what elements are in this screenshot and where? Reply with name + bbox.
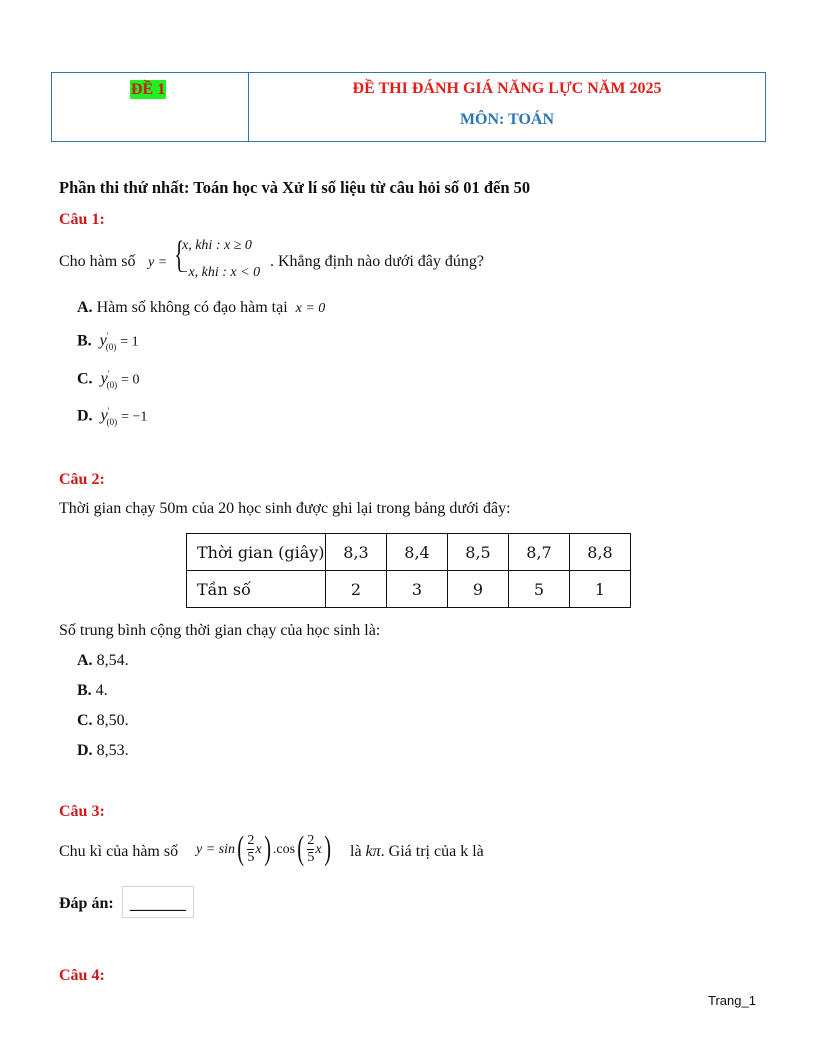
q1-option-b: B. $y'_{(0)} = 1$: [77, 331, 139, 352]
exam-title: ĐỀ THI ĐÁNH GIÁ NĂNG LỰC NĂM 2025: [352, 80, 662, 97]
table-cell: 8,7: [509, 534, 570, 571]
question-3-tail: là kπ. Giá trị của k là: [350, 843, 484, 860]
run-time-table: [186, 533, 631, 608]
question-2-intro: Thời gian chạy 50m của 20 học sinh được ghi lại trong bảng dưới đây:: [59, 500, 511, 517]
answer-label: Đáp án:: [59, 895, 114, 912]
table-cell: 2: [326, 571, 387, 608]
question-3-label: Câu 3:: [59, 803, 105, 820]
table-cell: 1: [570, 571, 631, 608]
table-cell: 8,8: [570, 534, 631, 571]
exam-header: [51, 72, 766, 142]
question-1-question: . Khẳng định nào dưới đây đúng?: [270, 253, 484, 270]
q2-option-b: B. 4.: [77, 682, 108, 699]
table-cell: 8,5: [448, 534, 509, 571]
question-2-label: Câu 2:: [59, 471, 105, 488]
question-4-label: Câu 4:: [59, 967, 105, 984]
exam-code: ĐỀ 1: [131, 81, 166, 98]
question-1-intro: Cho hàm số: [59, 253, 136, 270]
table-cell: 5: [509, 571, 570, 608]
part-title: Phần thi thứ nhất: Toán học và Xử lí số liệu từ câu hỏi số 01 đến 50: [59, 178, 531, 197]
table-cell: 8,4: [387, 534, 448, 571]
exam-subject: MÔN: TOÁN: [459, 111, 555, 128]
table-header-frequency: Tần số: [187, 571, 326, 608]
left-brace: {: [174, 234, 185, 276]
exam-code-cell: [52, 73, 249, 141]
table-cell: 3: [387, 571, 448, 608]
question-1-case-1: x, khi : x ≥ 0: [182, 238, 252, 253]
question-3-intro: Chu kì của hàm số: [59, 843, 179, 860]
table-cell: 9: [448, 571, 509, 608]
answer-input[interactable]: _______: [122, 886, 194, 918]
table-cell: 8,3: [326, 534, 387, 571]
question-1-case-2: −x, khi : x < 0: [179, 265, 261, 280]
question-2-question: Số trung bình cộng thời gian chạy của học sinh là:: [59, 622, 381, 639]
table-header-time: Thời gian (giây): [187, 534, 326, 571]
table-row: [187, 571, 631, 608]
question-3-formula: y = sin( $\frac{2}{5}$ x) .cos( $\frac{2}{5}$ x): [196, 830, 331, 868]
q1-option-d: D. $y'_{(0)} = -1$: [77, 406, 148, 427]
question-1-func-y: y =: [148, 255, 168, 270]
question-1-label: Câu 1:: [59, 211, 105, 228]
exam-title-cell: [249, 73, 765, 141]
q2-option-c: C. 8,50.: [77, 712, 129, 729]
q2-option-d: D. 8,53.: [77, 742, 129, 759]
q1-option-c: C. $y'_{(0)} = 0$: [77, 369, 140, 390]
table-row: [187, 534, 631, 571]
q2-option-a: A. 8,54.: [77, 652, 129, 669]
q1-option-a: A. Hàm số không có đạo hàm tại x = 0: [77, 299, 326, 316]
page-number: Trang_1: [708, 993, 756, 1008]
